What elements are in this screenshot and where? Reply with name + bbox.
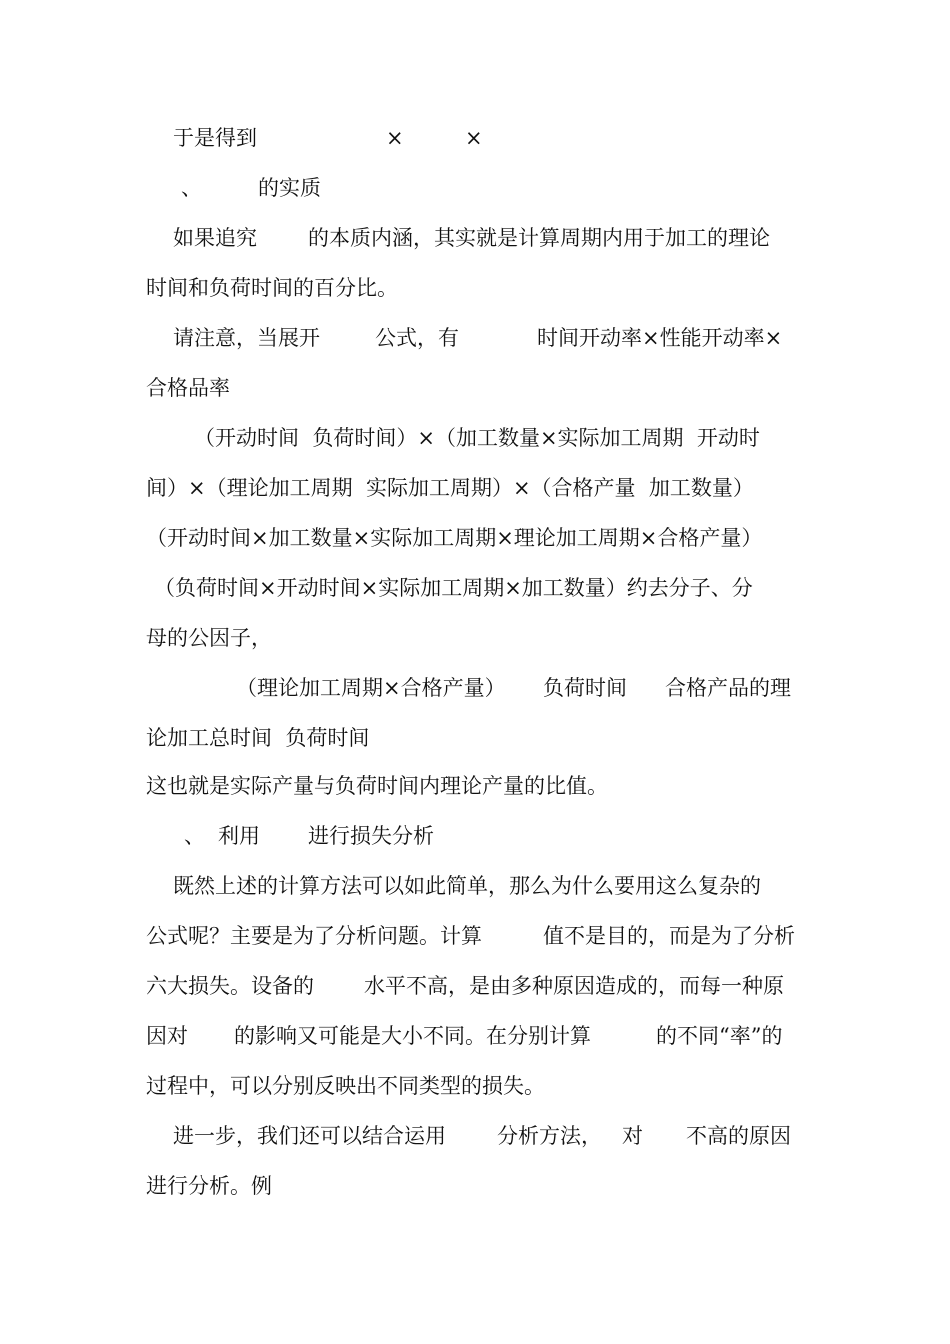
- formula-text: （负荷时间×开动时间×实际加工周期×加工数量）约去分子、分: [154, 576, 753, 600]
- text-segment: 公式呢？主要是为了分析问题。计算: [146, 924, 482, 948]
- text-line-11: [0, 618, 950, 658]
- heading-text: 利用: [218, 824, 260, 848]
- text-segment: 时间开动率×性能开动率×: [537, 326, 783, 350]
- heading-text: 的实质: [258, 176, 321, 200]
- text-segment: 进行分析。例: [146, 1174, 272, 1198]
- text-line-1: [0, 118, 950, 158]
- text-segment: 过程中，可以分别反映出不同类型的损失。: [146, 1074, 545, 1098]
- section-heading-essence: [0, 168, 950, 208]
- text-line-4: [0, 268, 950, 308]
- formula-text: 负荷时间: [543, 676, 627, 700]
- text-line-17: [0, 916, 950, 956]
- text-line-16: [0, 866, 950, 906]
- text-line-5: [0, 318, 950, 358]
- text-line-20: [0, 1066, 950, 1106]
- text-segment: 对: [622, 1124, 643, 1148]
- text-segment: 值不是目的，而是为了分析: [543, 924, 795, 948]
- text-segment: 的不同“率”的: [656, 1024, 783, 1048]
- multiply-sign: ×: [465, 126, 483, 150]
- text-segment: 的影响又可能是大小不同。在分别计算: [234, 1024, 591, 1048]
- text-segment: 请注意，当展开: [173, 326, 320, 350]
- text-line-19: [0, 1016, 950, 1056]
- text-segment: 因对: [146, 1024, 188, 1048]
- text-segment: 水平不高，是由多种原因造成的，而每一种原: [364, 974, 784, 998]
- formula-line-4: [0, 568, 950, 608]
- formula-text: 间）×（理论加工周期 实际加工周期）×（合格产量 加工数量）: [146, 476, 754, 500]
- formula-text: （开动时间×加工数量×实际加工周期×理论加工周期×合格产量）: [146, 526, 763, 550]
- text-segment: 于是得到: [173, 126, 257, 150]
- section-heading-loss-analysis: [0, 816, 950, 856]
- text-segment: 既然上述的计算方法可以如此简单，那么为什么要用这么复杂的: [173, 874, 761, 898]
- text-segment: 公式，有: [375, 326, 459, 350]
- formula-text: （开动时间 负荷时间）×（加工数量×实际加工周期 开动时: [194, 426, 760, 450]
- multiply-sign: ×: [386, 126, 404, 150]
- heading-text: 进行损失分析: [308, 824, 434, 848]
- text-segment: 如果追究: [173, 226, 257, 250]
- formula-text: 论加工总时间 负荷时间: [146, 726, 370, 750]
- text-line-6: [0, 368, 950, 408]
- formula-line-3: [0, 518, 950, 558]
- text-line-21: [0, 1116, 950, 1156]
- text-segment: 时间和负荷时间的百分比。: [146, 276, 398, 300]
- heading-number-mark: 、: [184, 824, 205, 848]
- formula-line-6: [0, 718, 950, 758]
- text-segment: 这也就是实际产量与负荷时间内理论产量的比值。: [146, 774, 608, 798]
- text-line-22: [0, 1166, 950, 1206]
- heading-number-mark: 、: [181, 176, 202, 200]
- text-line-14: [0, 766, 950, 806]
- formula-text: （理论加工周期×合格产量）: [236, 676, 506, 700]
- text-line-3: [0, 218, 950, 258]
- text-segment: 合格品率: [146, 376, 230, 400]
- text-segment: 母的公因子，: [146, 626, 272, 650]
- formula-text: 合格产品的理: [665, 676, 791, 700]
- text-line-18: [0, 966, 950, 1006]
- formula-line-5: [0, 668, 950, 708]
- formula-line-2: [0, 468, 950, 508]
- formula-line-1: [0, 418, 950, 458]
- text-segment: 不高的原因: [686, 1124, 791, 1148]
- text-segment: 进一步，我们还可以结合运用: [173, 1124, 446, 1148]
- text-segment: 的本质内涵，其实就是计算周期内用于加工的理论: [308, 226, 770, 250]
- text-segment: 六大损失。设备的: [146, 974, 314, 998]
- text-segment: 分析方法，: [497, 1124, 602, 1148]
